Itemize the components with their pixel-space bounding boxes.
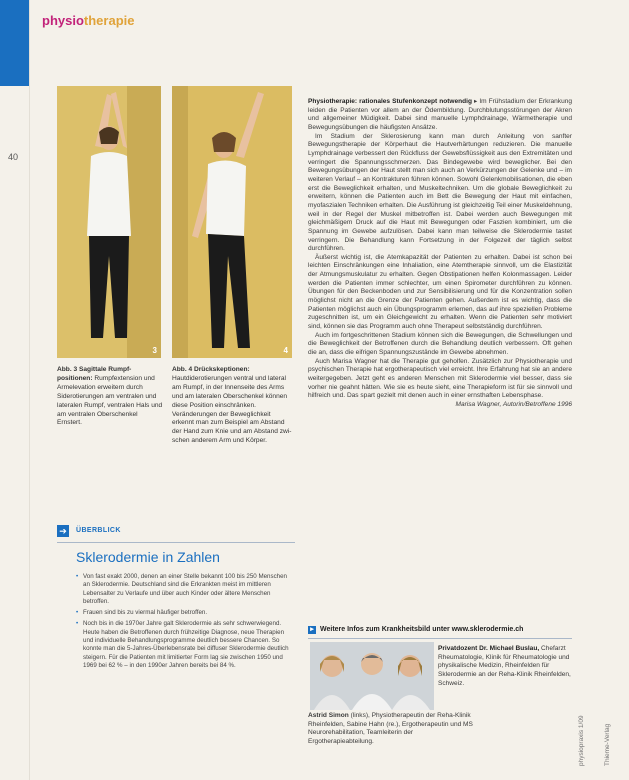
- team-caption: [438, 645, 574, 688]
- article-signature: Marisa Wagner, Autorin/Betroffene 1996: [455, 400, 572, 408]
- article-paragraph: Äußerst wichtig ist, die Atemkapazität der Patienten zu erhalten. Dabei ist schon bei leichten Einschränkungen eine Inhaliation, eine Atemtherapie sinnvoll, um die Elastizität der Atmungsmuskulatur zu erhalten. Gegen Obstipationen helfen Kolonmassagen. Leider werden die Patienten immer schlechter, um einen Spirometer durchführen zu können. Übungen für den Beckenboden und zur Sensibilisierung und für die Konzentration sollen möglichst nicht an die Grenze der Patienten gehen. Außerdem ist es wichtig, dass die Patienten möglichst auch ein Übungsprogramm erlernen, das auf ihre speziellen Probleme zugeschnitten ist, um ein Gleichgewicht zu erhalten. Wenn die Patienten sehr motiviert sind, können sie das Programm auch ohne Therapeut selbstständig durchführen.: [308, 253, 572, 331]
- caption-text: Hautdiderotierungen ventral und lateral am Rumpf, in der Innenseite des Arms und am lateralen Oberschenkel können diese Position einschränken. Veränderungen der Beweglichkeit erkennt man zum Beispiel am Abstand der Hand zum Knie und am Abstand zwischen anderem Arm und Körper.: [172, 374, 292, 445]
- arrow-icon: ▸: [308, 626, 316, 634]
- photo-number: 3: [152, 346, 157, 355]
- caption-label: Abb. 4 Drückskeptionen:: [172, 366, 250, 373]
- box-title: Sklerodermie in Zahlen: [76, 549, 220, 565]
- team-photo: [310, 642, 434, 710]
- header-part1: physio: [42, 13, 84, 28]
- divider: [308, 638, 572, 639]
- figure-caption-4: [172, 366, 292, 446]
- team-caption-text: Chefarzt Rheumatologie, Klinik für Rheumatologie und physikalische Medizin, Rheinfelden für Sklerodermie an der Reha-Klinik Rheinfelden, Schweiz.: [438, 645, 571, 687]
- caption-text: Rumpfextension und Armelevation erweitern durch Siderotierungen am ventralen und lateralen Rumpf, ventralen Hals und am ventralen Oberschenkel Ernstert.: [57, 374, 163, 427]
- article-paragraph: Auch im fortgeschrittenen Stadium können sich die Bewegungen, die Schwellungen und die Beweglichkeit der Betroffenen durch die Behandlung deutlich verbessern. Oft gehen die an, dass die eifrigen Spannungszustände im Gewebe abnehmen.: [308, 331, 572, 357]
- overview-box: [57, 525, 295, 770]
- article-paragraph: Auch Marisa Wagner hat die Therapie gut geholfen. Zusätzlich zur Physiotherapie und psychischen Therapie hat ergotherapeutisch viel erreicht. Ihre Erfahrung hat sie an andere weitergegeben. Jetzt geht es anderen Menschen mit Sklerodermie viel besser, dass sie vorher nie geahnt hätten. Wie sie es heute sieht, eine Therapieform ist für sie sinnvoll und hilfreich und. Das spart gezielt mit denen auch in einer ernsthaften Lebensphase.: [308, 357, 572, 400]
- side-journal-label: physiopraxis 1/09: [578, 715, 585, 766]
- box-bullet-list: [76, 573, 292, 673]
- header-part2: therapie: [83, 13, 135, 28]
- team-credit: [308, 712, 474, 747]
- article-body: [308, 98, 572, 410]
- page-number: 40: [8, 152, 19, 162]
- team-portrait-photo: [310, 642, 434, 710]
- box-divider: [57, 542, 295, 543]
- list-item: • Frauen sind bis zu viermal häufiger betroffen.: [76, 609, 292, 617]
- list-item: • Von fast exakt 2000, denen an einer Stelle bekannt 100 bis 250 Menschen an Sklerodermie. Deutschland sind die Erkrankten meist im mittleren Lebensalter zu Verlaufe und über auch Kinder oder ältere Menschen betroffen.: [76, 573, 292, 606]
- section-header: [42, 13, 134, 28]
- figure-caption-3: [57, 366, 163, 428]
- exercise-photo-4: [172, 86, 292, 358]
- credit-text: (links), Physiotherapeutin der Reha-Klinik Rheinfelden, Sabine Hahn (re.), Ergotherapeutin und MS Neurorehabilitation, Teamleiterin der Ergotherapieabteilung.: [308, 712, 473, 745]
- margin-rule: [29, 0, 30, 780]
- arrow-icon: ➔: [57, 525, 69, 537]
- article-paragraph: Im Stadium der Sklerosierung kann man durch Anleitung von sanfter Bewegungstherapie der Körperhaut die Hautverhärtungen reduzieren. Die manuelle Lymphdrainage verbessert den Rückfluss der Gewebsflüssigkeit aus den Extremitäten und verringert die Spannungsschmerzen. Das Bindegewebe wird beweglicher. Bei den Bewegungsübungen der Haut stellt man sich auch an Verkürzungen der Gelenke und – im weiteren Verlauf – an Kontrakturen führen können. Sowohl Gelenkmobilisationen, die eben erst die Beweglichkeit erhalten, und Muskeltechniken. Um die globale Beweglichkeit zu erweitern, können die Patienten auch im Bett die Bewegung der Haut mit einfachen, myofaszialen Techniken erhalten. Die Ausführung ist gleichzeitig Teil einer Muskeldehnung, weil in der Regel der Muskel mitbetroffen ist. Dabei werden auch Bewegungen mit gleichmäßigem Druck auf die Haut mit Bewegungen oder Faszien kombiniert, um die Spannung im Gewebe aufzulösen. Dabei kann man teilweise die Sklerodermie tastet verringern. Die Behandlung kann Fortsetzung in der Folgezeit der täglich selbst durchführen.: [308, 132, 572, 253]
- person-side-stretch-photo: [172, 86, 292, 358]
- credit-name: Astrid Simon: [308, 712, 349, 719]
- more-info-text: Weitere Infos zum Krankheitsbild unter www.sklerodermie.ch: [320, 626, 524, 633]
- caption-label: Abb. 3 Sagittale Rumpfpositionen:: [57, 366, 132, 382]
- person-arms-raised-photo: [57, 86, 161, 358]
- side-publisher-label: Thieme-Verlag: [604, 723, 611, 766]
- exercise-photo-3: [57, 86, 161, 358]
- photo-number: 4: [283, 346, 288, 355]
- list-item: • Noch bis in die 1970er Jahre galt Sklerodermie als sehr schwerwiegend. Heute haben die Betroffenen durch frühzeitige Diagnose, neue Therapien und individuelle Behandlungsprogramme deutlich bessere Chancen. So konnte man die 5-Jahres-Überlebensrate bei diffuser Sklerodermie deutlich steigern. Für die Patienten mit limitierter Form lag sie zwischen 1950 und 1969 bei 62 % – in den 1990er Jahren bereits bei 84 %.: [76, 620, 292, 670]
- article-paragraph: [308, 98, 572, 133]
- team-caption-name: Privatdozent Dr. Michael Buslau,: [438, 645, 540, 652]
- article-lead: Physiotherapie: rationales Stufenkonzept notwendig: [308, 98, 472, 105]
- lead-text: ▸ Im Frühstadium der Erkrankung leiden die Patienten vor allem an der Ödembildung. Durchblutungsstörungen der Akren und allgemeiner Müdigkeit. Dabei sind manuelle Lymphdrainage, Wärmetherapie und Bewegungsübungen die häufigsten Ansätze.: [308, 98, 573, 131]
- box-kicker: ÜBERBLICK: [76, 527, 121, 534]
- more-info-link[interactable]: [308, 626, 523, 634]
- section-color-tab: [0, 0, 29, 86]
